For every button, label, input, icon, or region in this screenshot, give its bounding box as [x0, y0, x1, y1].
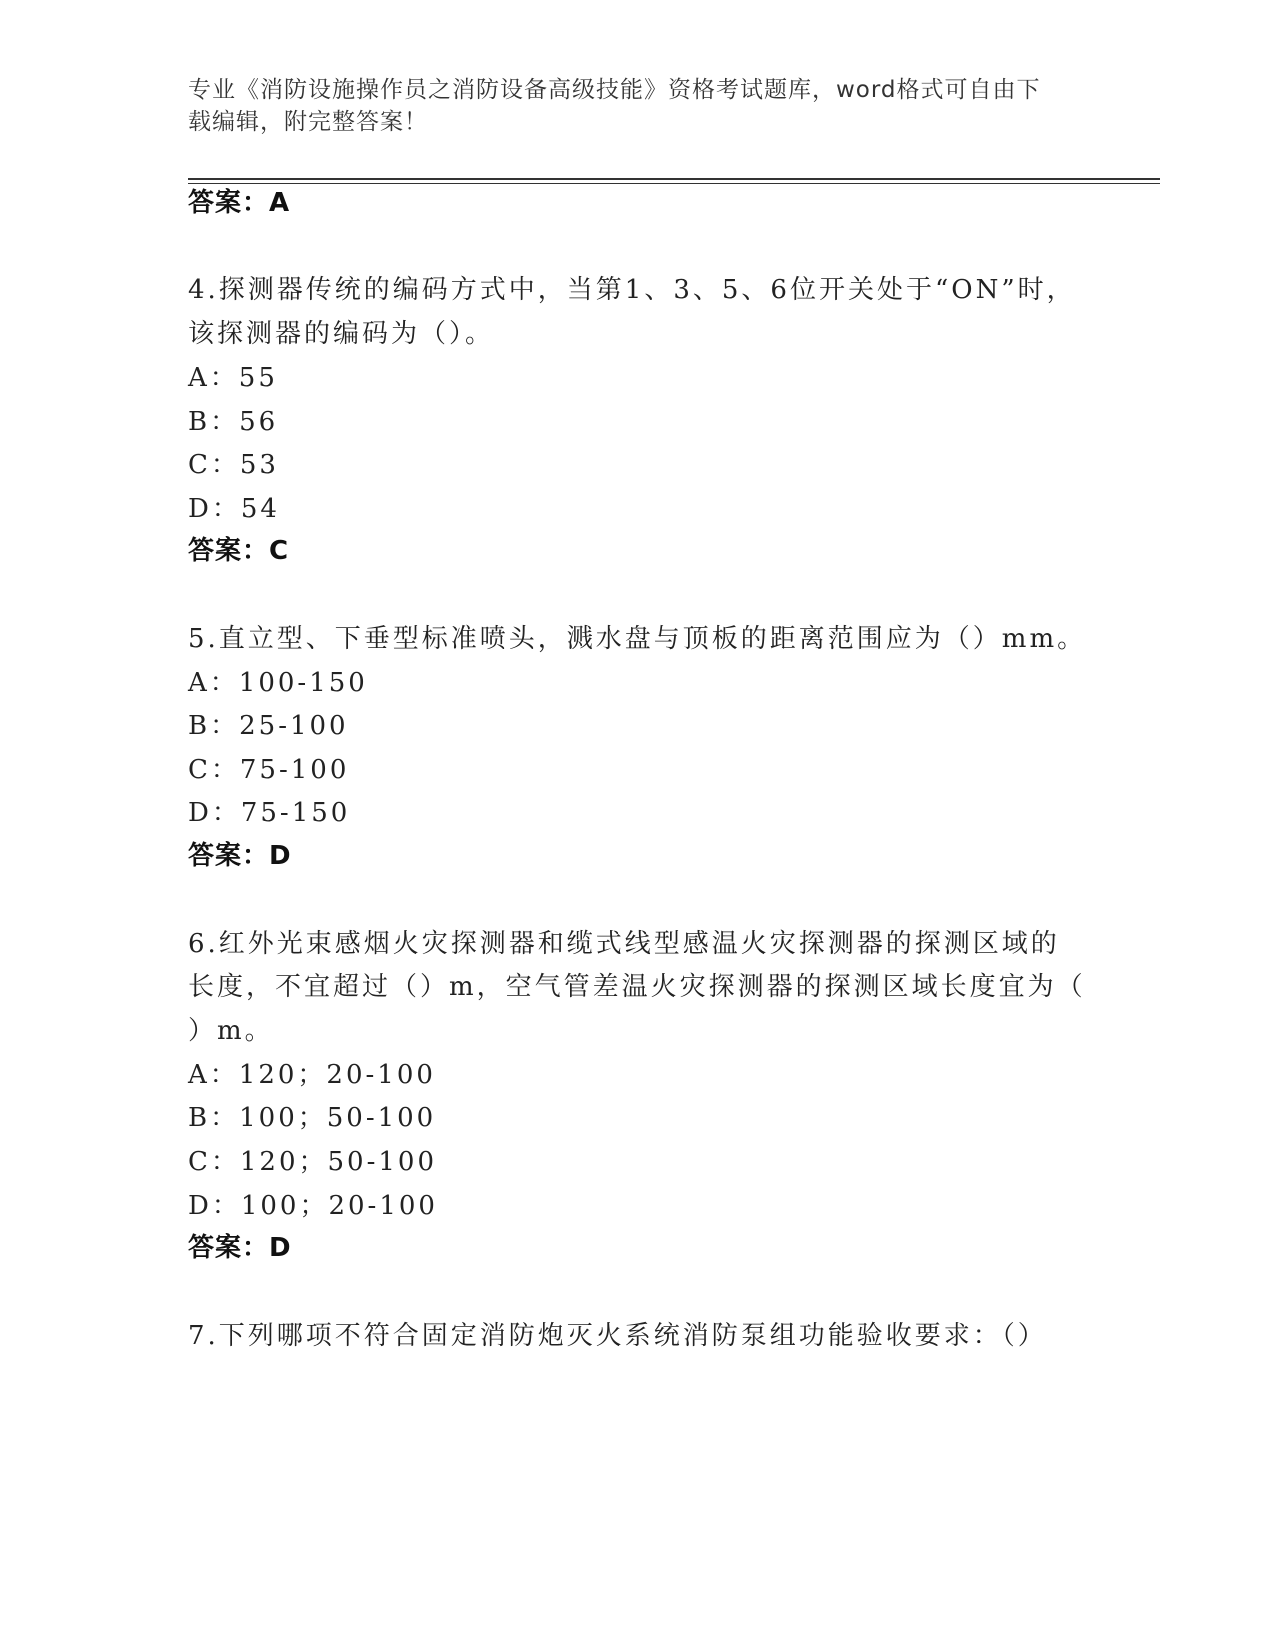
- question-4-answer: 答案：C: [188, 536, 290, 566]
- question-4-stem-line-1: 4.探测器传统的编码方式中，当第1、3、5、6位开关处于“ON”时，: [188, 275, 1076, 305]
- question-5-option-a: A：100-150: [188, 668, 368, 698]
- question-4-option-c: C：53: [188, 450, 279, 480]
- header-divider-thin: [188, 183, 1160, 184]
- question-7-stem-line-1: 7.下列哪项不符合固定消防炮灭火系统消防泵组功能验收要求：（）: [188, 1321, 1047, 1351]
- question-6-answer: 答案：D: [188, 1233, 292, 1263]
- document-header: [188, 74, 1068, 138]
- question-5-option-d: D：75-150: [188, 798, 351, 828]
- header-divider-thick: [188, 178, 1160, 180]
- question-6-option-b: B：100；50-100: [188, 1103, 437, 1133]
- question-4-stem-line-2: 该探测器的编码为（）。: [188, 319, 495, 349]
- question-4-option-a: A：55: [188, 363, 278, 393]
- header-line-1: 专业《消防设施操作员之消防设备高级技能》资格考试题库，word格式可自由下: [188, 77, 1041, 103]
- question-6-stem-line-2: 长度，不宜超过（）m，空气管差温火灾探测器的探测区域长度宜为（: [188, 972, 1086, 1002]
- question-6-stem-line-1: 6.红外光束感烟火灾探测器和缆式线型感温火灾探测器的探测区域的: [188, 929, 1060, 959]
- header-line-2: 载编辑，附完整答案！: [188, 109, 428, 135]
- question-4-option-d: D：54: [188, 494, 280, 524]
- question-5-option-c: C：75-100: [188, 755, 350, 785]
- question-5-stem-line-1: 5.直立型、下垂型标准喷头，溅水盘与顶板的距离范围应为（）mm。: [188, 624, 1087, 654]
- question-4-option-b: B：56: [188, 407, 279, 437]
- question-6-option-c: C：120；50-100: [188, 1147, 438, 1177]
- question-6-option-a: A：120；20-100: [188, 1060, 436, 1090]
- answer-prev: 答案：A: [188, 188, 291, 218]
- question-5-option-b: B：25-100: [188, 711, 349, 741]
- question-5-answer: 答案：D: [188, 841, 292, 871]
- question-6-stem-line-3: ）m。: [188, 1016, 274, 1046]
- question-6-option-d: D：100；20-100: [188, 1191, 438, 1221]
